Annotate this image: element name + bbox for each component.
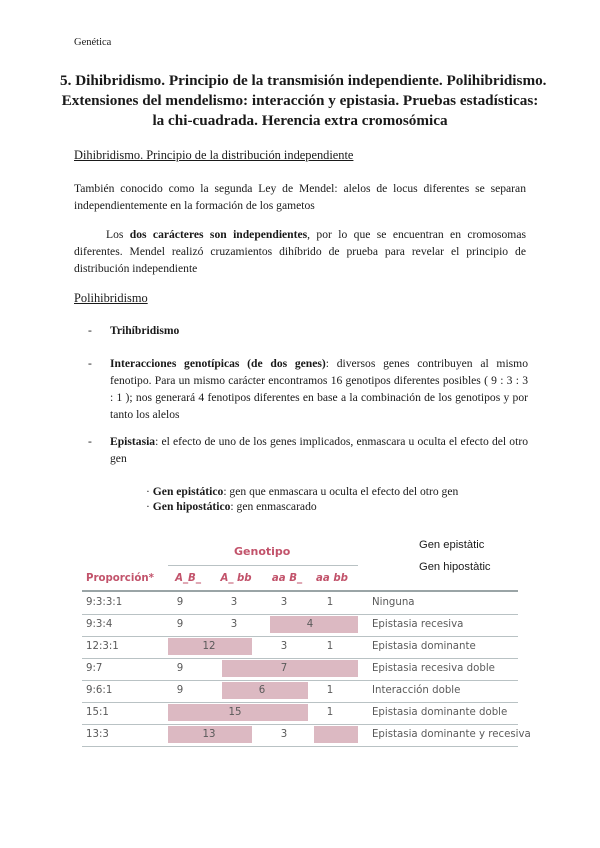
row-label: Epistasia recesiva doble: [372, 663, 495, 674]
row-label: Epistasia dominante doble: [372, 707, 508, 718]
cell-value: 6: [258, 685, 266, 696]
bullet-interacciones: [110, 355, 528, 423]
bullet-text: : diversos genes contribuyen al mismo fenotipo. Para un mismo carácter encontramos 16 genotipos diferentes posibles ( 9 : 3 : 3 : 1 ); nos generará 4 fenotipos diferentes en base a la combinación de los genotipos y por tanto los alelos: [110, 357, 528, 421]
paragraph-segunda-ley: También conocido como la segunda Ley de Mendel: alelos de locus diferentes se separan independientemente en la formación de los gametos: [74, 182, 526, 212]
cell-value: 3: [280, 641, 288, 652]
row-label: Interacción doble: [372, 685, 461, 696]
header-rule: [82, 590, 518, 592]
sub-bullet-bold: Gen epistático: [152, 485, 224, 498]
title-line-2: Extensiones del mendelismo: interacción y epistasia. Pruebas estadísticas:: [61, 92, 539, 109]
sub-bullet-text: : gen enmascarado: [230, 500, 317, 513]
shade-cell: [314, 726, 358, 743]
bullet-bold-text: Interacciones genotípicas (de dos genes): [110, 357, 326, 370]
cell-value: 9: [176, 663, 184, 674]
row-label: Epistasia recesiva: [372, 619, 464, 630]
cell-value: 1: [326, 707, 334, 718]
title-line-1: 5. Dihibridismo. Principio de la transmisión independiente. Polihibridismo.: [60, 72, 547, 89]
bullet-bold-text: Epistasia: [110, 435, 156, 448]
page-header: Genética: [74, 37, 112, 48]
paragraph-bold-text: dos carácteres son independientes: [129, 228, 308, 241]
row-label: Epistasia dominante y recesiva: [372, 729, 531, 740]
row-proportion: 13:3: [86, 729, 109, 740]
row-proportion: 12:3:1: [86, 641, 119, 652]
bullet-dash: -: [88, 435, 92, 448]
row-proportion: 9:6:1: [86, 685, 113, 696]
row-rule: [82, 702, 518, 703]
sub-bullet-gen-hipostatico: [146, 498, 317, 515]
document-title: [60, 71, 547, 131]
note-gen-epistatic: Gen epistàtic: [419, 539, 485, 551]
col-header-abb: A_ bb: [220, 573, 252, 584]
sub-bullet-text: : gen que enmascara u oculta el efecto del otro gen: [223, 485, 459, 498]
cell-value: 3: [280, 729, 288, 740]
bullet-dash: -: [88, 324, 92, 337]
cell-value: 4: [306, 619, 314, 630]
table-group-header: Genotipo: [234, 545, 291, 558]
cell-value: 1: [326, 685, 334, 696]
bullet-epistasia: [110, 433, 528, 467]
bullet-text: : el efecto de uno de los genes implicados, enmascara u oculta el efecto del otro gen: [110, 435, 528, 465]
bullet-bold-text: Trihíbridismo: [110, 324, 180, 337]
cell-value: 1: [326, 641, 334, 652]
cell-value: 7: [280, 663, 288, 674]
cell-value: 3: [230, 619, 238, 630]
col-header-aabb: aa bb: [316, 573, 348, 584]
sub-bullet-dot: ·: [146, 500, 150, 513]
paragraph-caracteres-independientes: [74, 226, 526, 277]
section-heading-dihibridismo: Dihibridismo. Principio de la distribución independiente: [74, 148, 354, 162]
cell-value: 15: [228, 707, 242, 718]
cell-value: 3: [280, 597, 288, 608]
col-header-aab: aa B_: [271, 573, 303, 584]
group-header-rule: [168, 565, 358, 566]
row-rule: [82, 636, 518, 637]
row-rule: [82, 658, 518, 659]
row-rule: [82, 614, 518, 615]
cell-value: 3: [230, 597, 238, 608]
row-proportion: 9:3:3:1: [86, 597, 123, 608]
bullet-dash: -: [88, 357, 92, 370]
row-rule: [82, 724, 518, 725]
cell-value: 12: [202, 641, 216, 652]
sub-bullet-bold: Gen hipostático: [152, 500, 231, 513]
cell-value: 9: [176, 619, 184, 630]
row-proportion: 9:3:4: [86, 619, 113, 630]
cell-value: 9: [176, 597, 184, 608]
section-heading-polihibridismo: Polihibridismo: [74, 291, 148, 305]
cell-value: 1: [326, 597, 334, 608]
col-header-proporcion: Proporción*: [86, 573, 154, 584]
cell-value: 9: [176, 685, 184, 696]
paragraph-text-post: , por lo que se encuentran en cromosomas diferentes. Mendel realizó cruzamientos dihíbrido de prueba para revelar el principio de distribución independiente: [74, 228, 526, 275]
row-rule: [82, 680, 518, 681]
row-proportion: 15:1: [86, 707, 109, 718]
cell-value: 13: [202, 729, 216, 740]
bullet-trihibridismo: [110, 322, 528, 339]
sub-bullet-dot: ·: [146, 485, 150, 498]
note-gen-hipostatic: Gen hipostàtic: [419, 561, 491, 573]
row-label: Epistasia dominante: [372, 641, 476, 652]
paragraph-text-pre: Los: [106, 228, 130, 241]
row-rule: [82, 746, 518, 747]
row-proportion: 9:7: [86, 663, 103, 674]
col-header-ab: A_B_: [175, 573, 201, 584]
title-line-3: la chi-cuadrada. Herencia extra cromosómica: [152, 112, 448, 129]
row-label: Ninguna: [372, 597, 415, 608]
